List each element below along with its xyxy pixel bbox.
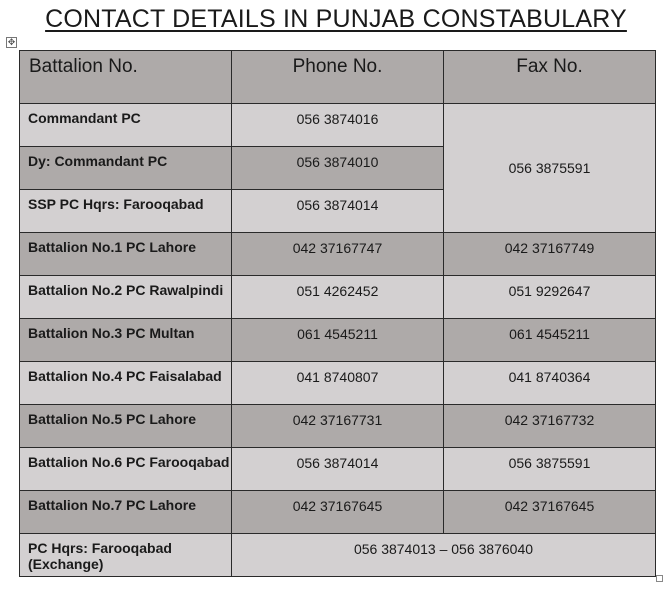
phone-cell: 056 3874014 [232, 448, 444, 491]
battalion-cell: Battalion No.1 PC Lahore [20, 233, 232, 276]
battalion-cell: Battalion No.2 PC Rawalpindi [20, 276, 232, 319]
page-title: CONTACT DETAILS IN PUNJAB CONSTABULARY [45, 5, 627, 33]
table-resize-handle[interactable] [656, 575, 663, 582]
contact-table [19, 50, 656, 577]
fax-cell: 051 9292647 [444, 276, 656, 319]
table-row [20, 104, 656, 147]
table-row [20, 405, 656, 448]
battalion-cell: Battalion No.3 PC Multan [20, 319, 232, 362]
fax-cell: 056 3875591 [444, 448, 656, 491]
table-row [20, 276, 656, 319]
phone-cell: 042 37167747 [232, 233, 444, 276]
phone-cell: 056 3874014 [232, 190, 444, 233]
table-row [20, 491, 656, 534]
fax-cell: 061 4545211 [444, 319, 656, 362]
battalion-cell: Dy: Commandant PC [20, 147, 232, 190]
battalion-cell: PC Hqrs: Farooqabad (Exchange) [20, 534, 232, 577]
table-row [20, 362, 656, 405]
fax-cell: 041 8740364 [444, 362, 656, 405]
header-fax: Fax No. [444, 51, 656, 104]
shared-fax-cell: 056 3875591 [444, 104, 656, 233]
phone-cell: 056 3874016 [232, 104, 444, 147]
battalion-cell: Battalion No.7 PC Lahore [20, 491, 232, 534]
exchange-phone-cell: 056 3874013 – 056 3876040 [232, 534, 656, 577]
battalion-cell: Battalion No.5 PC Lahore [20, 405, 232, 448]
fax-cell: 042 37167749 [444, 233, 656, 276]
phone-cell: 042 37167731 [232, 405, 444, 448]
battalion-cell: Commandant PC [20, 104, 232, 147]
table-row [20, 448, 656, 491]
battalion-cell: SSP PC Hqrs: Farooqabad [20, 190, 232, 233]
phone-cell: 042 37167645 [232, 491, 444, 534]
battalion-cell: Battalion No.4 PC Faisalabad [20, 362, 232, 405]
table-row [20, 534, 656, 577]
table-row [20, 319, 656, 362]
table-move-handle-icon[interactable]: ✥ [7, 37, 16, 47]
phone-cell: 051 4262452 [232, 276, 444, 319]
phone-cell: 056 3874010 [232, 147, 444, 190]
fax-cell: 042 37167732 [444, 405, 656, 448]
phone-cell: 041 8740807 [232, 362, 444, 405]
header-phone: Phone No. [232, 51, 444, 104]
phone-cell: 061 4545211 [232, 319, 444, 362]
battalion-cell: Battalion No.6 PC Farooqabad [20, 448, 232, 491]
table-header-row [20, 51, 656, 104]
table-row [20, 233, 656, 276]
fax-cell: 042 37167645 [444, 491, 656, 534]
header-battalion: Battalion No. [20, 51, 232, 104]
